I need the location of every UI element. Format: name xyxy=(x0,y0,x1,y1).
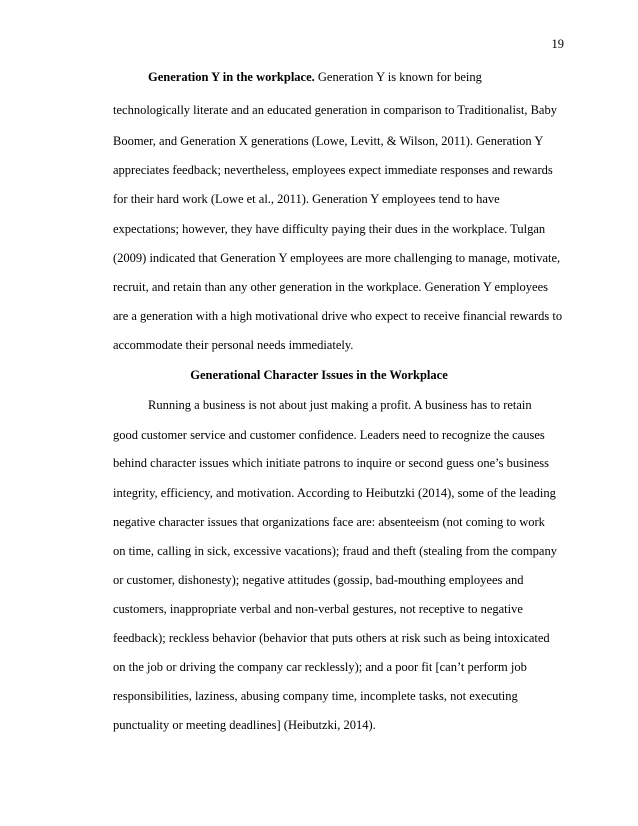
paragraph-line: or customer, dishonesty); negative attitudes (gossip, bad-mouthing employees and xyxy=(113,573,524,587)
page-number: 19 xyxy=(551,37,564,51)
paragraph-line: expectations; however, they have difficulty paying their dues in the workplace. Tulgan xyxy=(113,222,546,236)
paragraph-line: are a generation with a high motivational drive who expect to receive financial rewards to xyxy=(113,309,563,323)
paragraph-line xyxy=(148,70,482,85)
paragraph-line: behind character issues which initiate patrons to inquire or second guess one’s business xyxy=(113,456,550,470)
paragraph-line: punctuality or meeting deadlines] (Heibutzki, 2014). xyxy=(113,718,376,732)
paragraph-line: good customer service and customer confidence. Leaders need to recognize the causes xyxy=(113,428,545,442)
paragraph-line: on the job or driving the company car recklessly); and a poor fit [can’t perform job xyxy=(113,660,527,674)
paragraph-line: on time, calling in sick, excessive vacations); fraud and theft (stealing from the company xyxy=(113,544,557,558)
paragraph-line: accommodate their personal needs immediately. xyxy=(113,338,354,352)
paragraph-line: (2009) indicated that Generation Y employees are more challenging to manage, motivate, xyxy=(113,251,561,265)
paragraph-line: Running a business is not about just making a profit. A business has to retain xyxy=(148,398,532,412)
paragraph-line: recruit, and retain than any other generation in the workplace. Generation Y employees xyxy=(113,280,549,294)
paragraph-line: feedback); reckless behavior (behavior that puts others at risk such as being intoxicated xyxy=(113,631,550,645)
paragraph-line: appreciates feedback; nevertheless, employees expect immediate responses and rewards xyxy=(113,163,553,177)
paragraph-line: negative character issues that organizations face are: absenteeism (not coming to work xyxy=(113,515,545,529)
paragraph-line: responsibilities, laziness, abusing company time, incomplete tasks, not executing xyxy=(113,689,518,703)
paragraph-line: for their hard work (Lowe et al., 2011). Generation Y employees tend to have xyxy=(113,192,500,206)
paragraph-text: Generation Y is known for being xyxy=(317,70,482,84)
paragraph-line: customers, inappropriate verbal and non-verbal gestures, not receptive to negative xyxy=(113,602,523,616)
paragraph-line: technologically literate and an educated generation in comparison to Traditionalist, Baby xyxy=(113,103,557,117)
run-in-heading: Generation Y in the workplace. xyxy=(148,70,315,84)
paragraph-line: Boomer, and Generation X generations (Lowe, Levitt, & Wilson, 2011). Generation Y xyxy=(113,134,544,148)
section-heading: Generational Character Issues in the Workplace xyxy=(190,368,448,382)
paragraph-line: integrity, efficiency, and motivation. According to Heibutzki (2014), some of the leading xyxy=(113,486,556,500)
